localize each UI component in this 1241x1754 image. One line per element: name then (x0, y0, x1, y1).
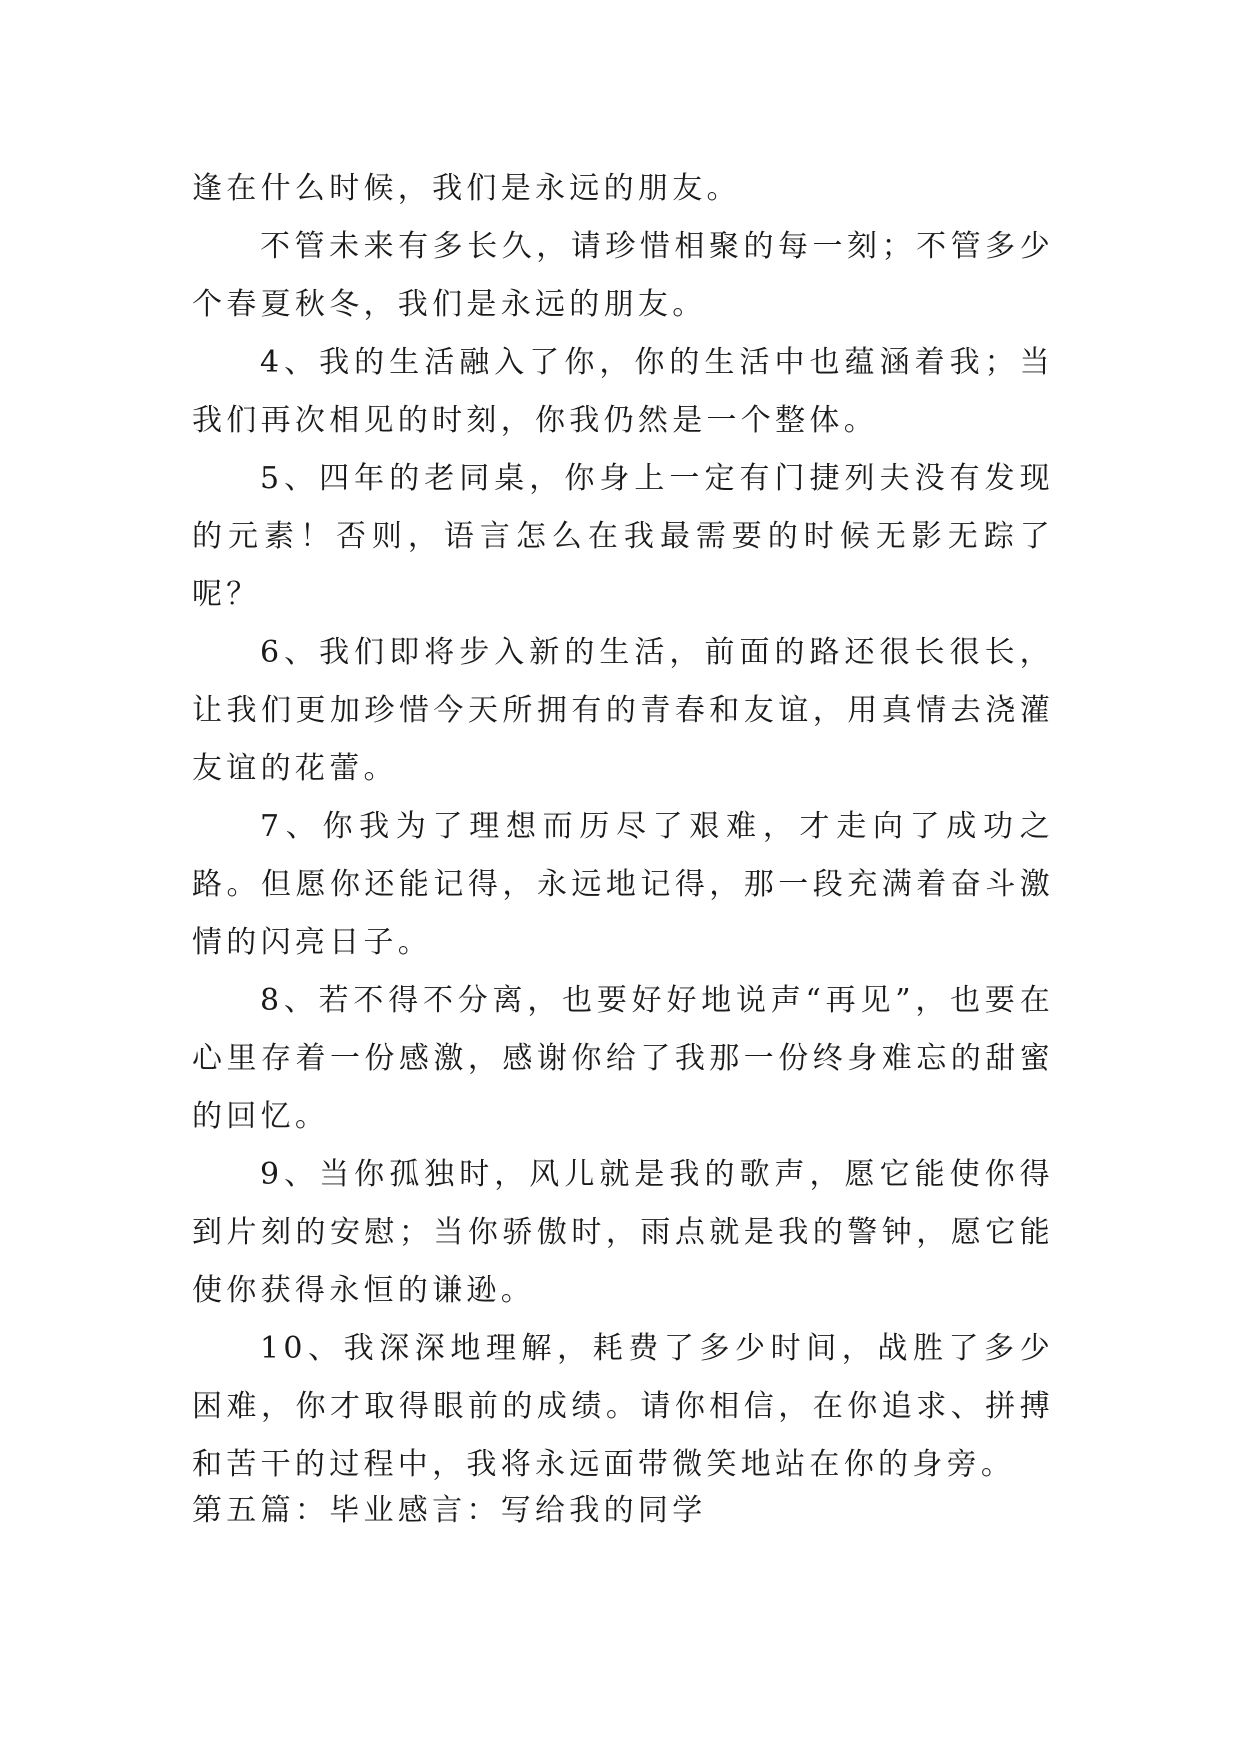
paragraph-item-5: 5、四年的老同桌，你身上一定有门捷列夫没有发现的元素！否则，语言怎么在我最需要的时候无影无踪了呢？ (192, 461, 1054, 612)
paragraph-intro: 不管未来有多长久，请珍惜相聚的每一刻；不管多少个春夏秋冬，我们是永远的朋友。 (192, 229, 1054, 322)
paragraph-item-6: 6、我们即将步入新的生活，前面的路还很长很长，让我们更加珍惜今天所拥有的青春和友谊，用真情去浇灌友谊的花蕾。 (192, 635, 1054, 786)
paragraph-item-10: 10、我深深地理解，耗费了多少时间，战胜了多少困难，你才取得眼前的成绩。请你相信，在你追求、拼搏和苦干的过程中，我将永远面带微笑地站在你的身旁。 (192, 1331, 1054, 1482)
paragraph-item-7: 7、你我为了理想而历尽了艰难，才走向了成功之路。但愿你还能记得，永远地记得，那一段充满着奋斗激情的闪亮日子。 (192, 809, 1054, 960)
paragraph-continuation: 逢在什么时候，我们是永远的朋友。 (192, 171, 741, 206)
paragraph-item-4: 4、我的生活融入了你，你的生活中也蕴涵着我；当我们再次相见的时刻，你我仍然是一个整体。 (192, 345, 1054, 438)
paragraph-item-9: 9、当你孤独时，风儿就是我的歌声，愿它能使你得到片刻的安慰；当你骄傲时，雨点就是我的警钟，愿它能使你获得永恒的谦逊。 (192, 1157, 1054, 1308)
section-heading: 第五篇：毕业感言：写给我的同学 (192, 1493, 707, 1528)
document-body (192, 160, 1054, 1494)
paragraph-item-8: 8、若不得不分离，也要好好地说声“再见”，也要在心里存着一份感激，感谢你给了我那一份终身难忘的甜蜜的回忆。 (192, 983, 1054, 1134)
